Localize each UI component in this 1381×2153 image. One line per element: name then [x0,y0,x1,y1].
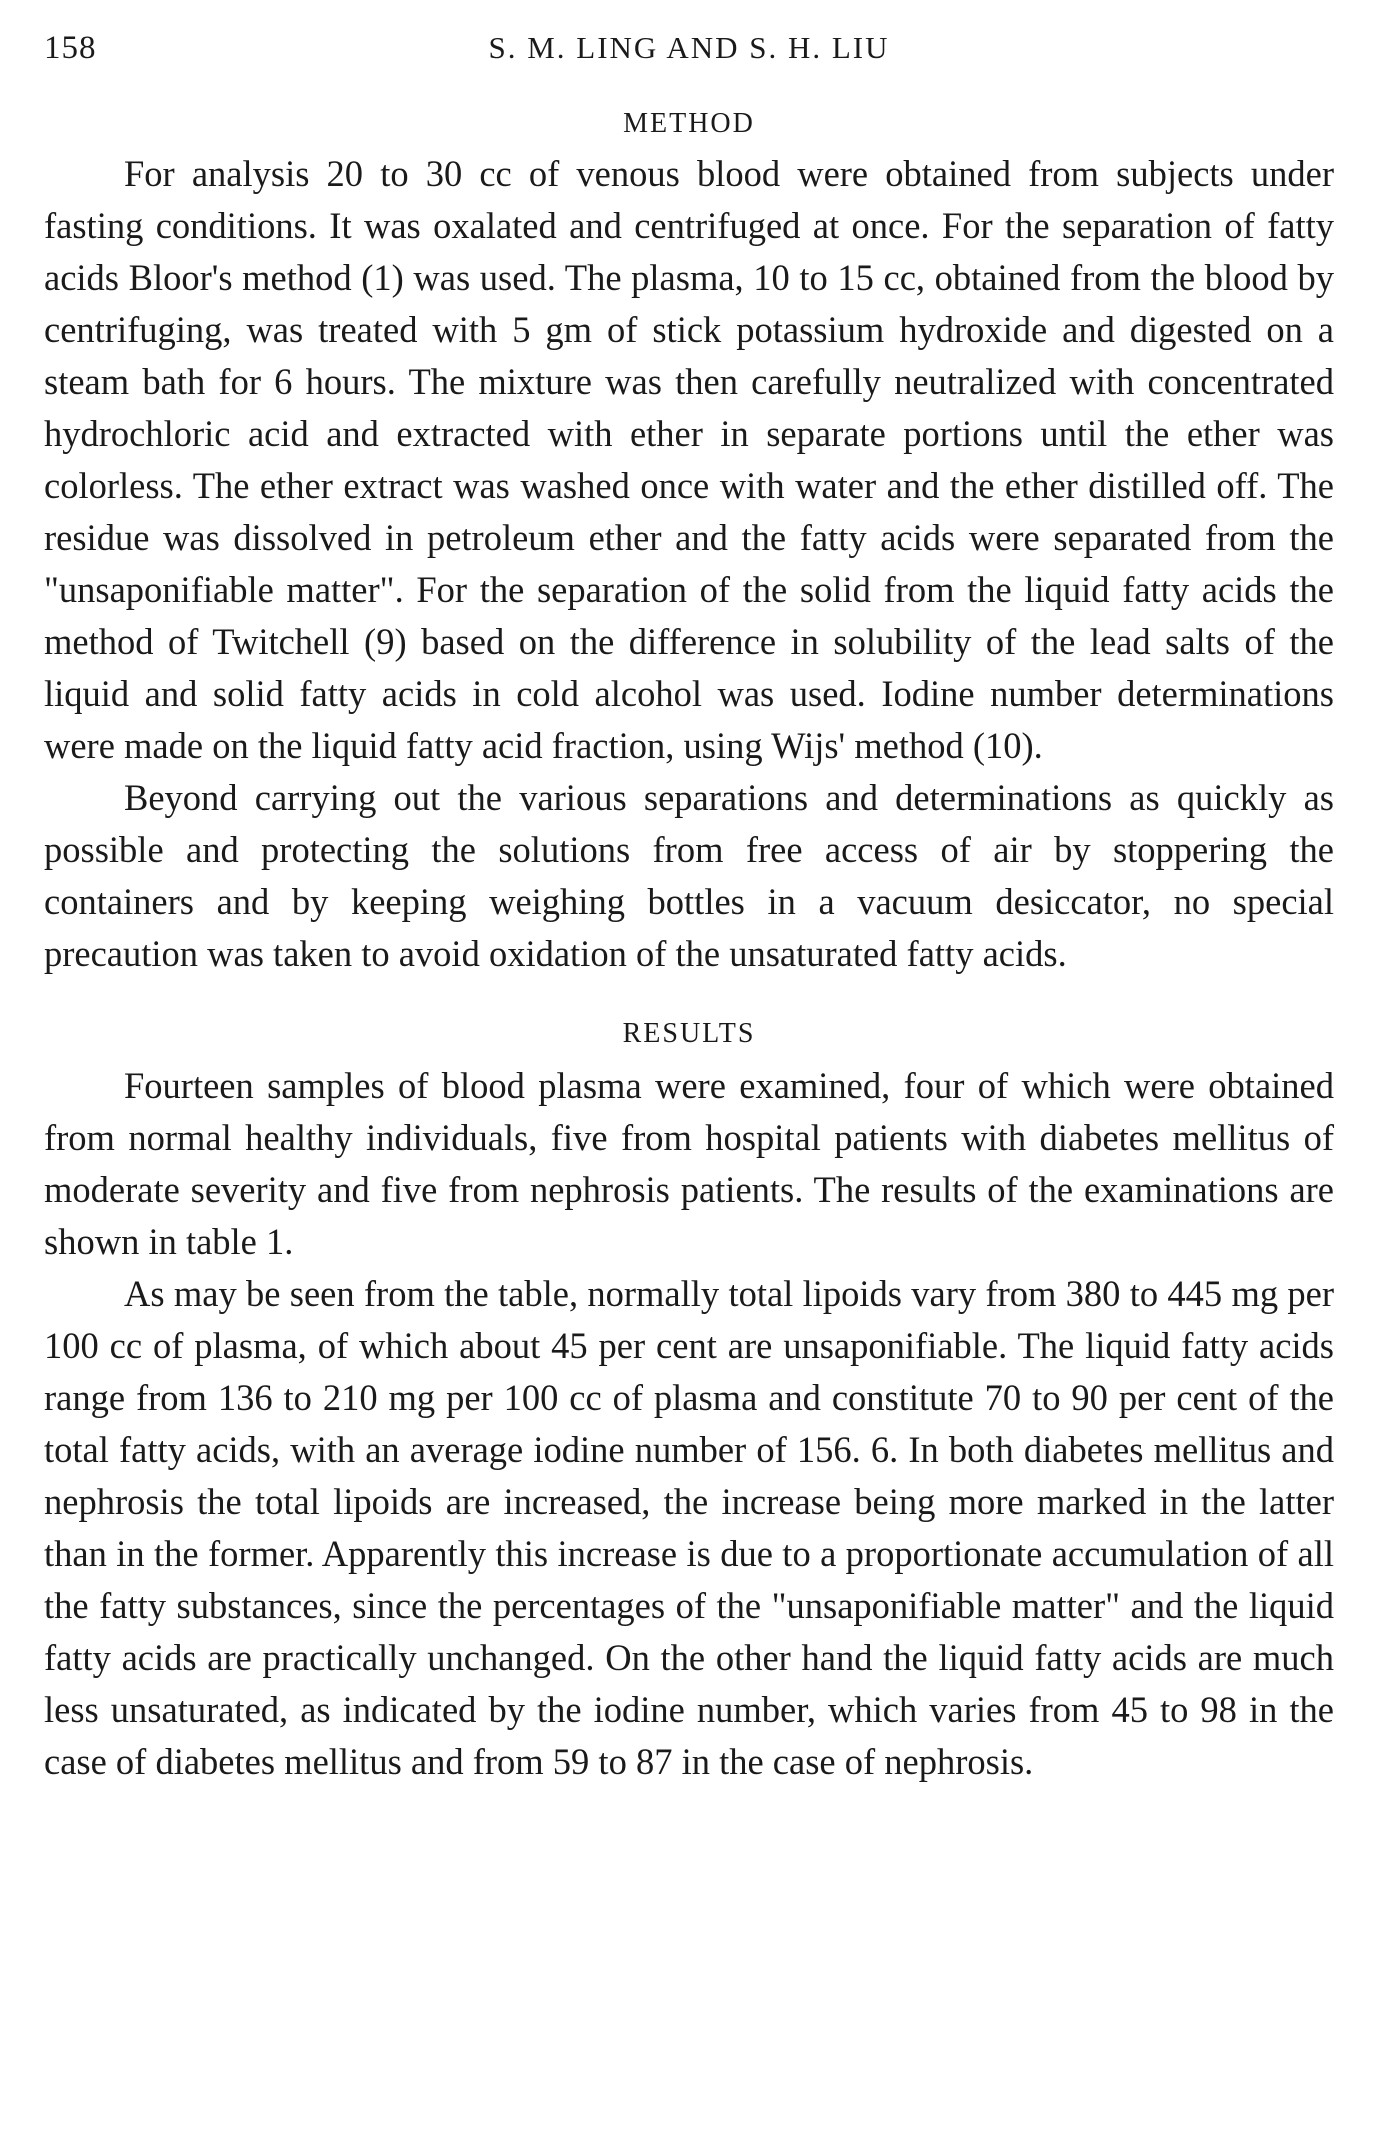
method-section [44,108,1334,980]
results-paragraph-1: Fourteen samples of blood plasma were examined, four of which were obtained from normal healthy individuals, five from hospital patients with diabetes mellitus of moderate severity and five from nephrosis patients. The results of the examinations are shown in table 1. [44,1065,1334,1262]
running-head [44,20,1334,76]
method-heading: METHOD [623,108,755,139]
results-paragraph-2: As may be seen from the table, normally total lipoids vary from 380 to 445 mg per 100 cc of plasma, of which about 45 per cent are unsaponifiable. The liquid fatty acids range from 136 to 210 mg per 100 cc of plasma and constitute 70 to 90 per cent of the total fatty acids, with an average iodine number of 156. 6. In both diabetes mellitus and nephrosis the total lipoids are increased, the increase being more marked in the latter than in the former. Apparently this increase is due to a proportionate accumulation of all the fatty substances, since the percentages of the "unsaponifiable matter" and the liquid fatty acids are practically unchanged. On the other hand the liquid fatty acids are much less unsaturated, as indicated by the iodine number, which varies from 45 to 98 in the case of diabetes mellitus and from 59 to 87 in the case of nephrosis. [44,1273,1334,1782]
method-paragraph-2: Beyond carrying out the various separations and determinations as quickly as possible and protecting the solutions from free access of air by stoppering the containers and by keeping weighing bottles in a vacuum desiccator, no special precaution was taken to avoid oxidation of the unsaturated fatty acids. [44,777,1334,974]
results-heading: RESULTS [622,1018,756,1049]
page-number: 158 [44,30,97,66]
method-paragraph-1: For analysis 20 to 30 cc of venous blood were obtained from subjects under fasting conditions. It was oxalated and centrifuged at once. For the separation of fatty acids Bloor's method (1) was used. The plasma, 10 to 15 cc, obtained from the blood by centrifuging, was treated with 5 gm of stick potassium hydroxide and digested on a steam bath for 6 hours. The mixture was then carefully neutralized with concentrated hydrochloric acid and extracted with ether in separate portions until the ether was colorless. The ether extract was washed once with water and the ether distilled off. The residue was dissolved in petroleum ether and the fatty acids were separated from the "unsaponifiable matter". For the separation of the solid from the liquid fatty acids the method of Twitchell (9) based on the difference in solubility of the lead salts of the liquid and solid fatty acids in cold alcohol was used. Iodine number determinations were made on the liquid fatty acid fraction, using Wijs' method (10). [44,153,1334,766]
journal-page [44,20,1334,1788]
running-title: S. M. LING AND S. H. LIU [488,30,890,65]
results-section [44,1018,1334,1788]
